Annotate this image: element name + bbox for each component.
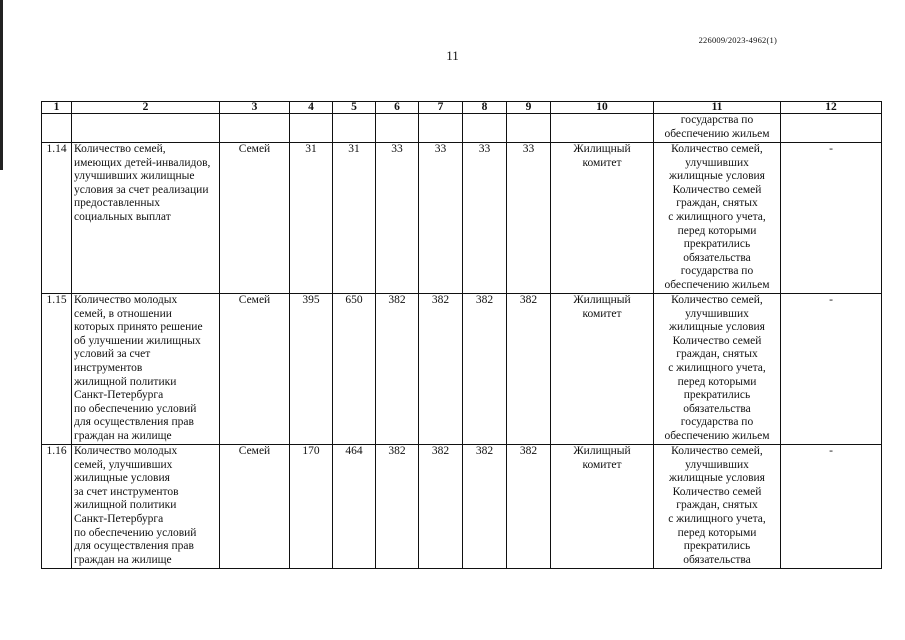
document-number: 226009/2023-4962(1) [698,35,777,45]
header-cell: 3 [220,102,290,114]
unit-cell: Семей [220,445,290,569]
header-cell: 8 [463,102,507,114]
header-cell: 7 [419,102,463,114]
indicator-cell: Количество семей, улучшивших жилищные условия Количество семей граждан, снятых с жилищного учета, перед которыми прекратились обязательства государства по обеспечению жильем [654,143,781,294]
value-cell: 382 [376,294,419,445]
table-row [42,445,882,569]
header-cell: 4 [290,102,333,114]
value-cell: 382 [507,445,551,569]
value-cell: 33 [376,143,419,294]
table-row [42,143,882,294]
indicator-cell: государства по обеспечению жильем [654,114,781,143]
unit-cell: Семей [220,294,290,445]
header-cell: 10 [551,102,654,114]
value-cell: 382 [419,445,463,569]
row-number: 1.15 [42,294,72,445]
scan-margin-bar [0,0,3,170]
unit-cell: Семей [220,143,290,294]
value-cell: 33 [507,143,551,294]
header-cell: 11 [654,102,781,114]
indicator-cell: Количество семей, улучшивших жилищные условия Количество семей граждан, снятых с жилищного учета, перед которыми прекратились обязательства [654,445,781,569]
table-row-continuation [42,114,882,143]
header-cell: 1 [42,102,72,114]
indicator-name: Количество семей, имеющих детей-инвалидов, улучшивших жилищные условия за счет реализации предоставленных социальных выплат [72,143,220,294]
executor-cell: Жилищный комитет [551,294,654,445]
value-cell: 382 [463,445,507,569]
value-cell: 464 [333,445,376,569]
header-cell: 5 [333,102,376,114]
value-cell: 382 [507,294,551,445]
note-cell: - [781,445,882,569]
value-cell: 31 [290,143,333,294]
row-number: 1.14 [42,143,72,294]
value-cell: 31 [333,143,376,294]
table-header-row [42,102,882,114]
value-cell: 382 [419,294,463,445]
executor-cell: Жилищный комитет [551,143,654,294]
indicator-name: Количество молодых семей, улучшивших жилищные условия за счет инструментов жилищной политики Санкт-Петербурга по обеспечению условий для осуществления прав граждан на жилище [72,445,220,569]
indicators-table [41,101,882,569]
value-cell: 33 [463,143,507,294]
table-row [42,294,882,445]
executor-cell: Жилищный комитет [551,445,654,569]
indicator-name: Количество молодых семей, в отношении которых принято решение об улучшении жилищных условий за счет инструментов жилищной политики Санкт-Петербурга по обеспечению условий для осуществления прав граждан на жилище [72,294,220,445]
value-cell: 33 [419,143,463,294]
value-cell: 170 [290,445,333,569]
header-cell: 12 [781,102,882,114]
header-cell: 6 [376,102,419,114]
value-cell: 395 [290,294,333,445]
note-cell: - [781,294,882,445]
header-cell: 9 [507,102,551,114]
note-cell: - [781,143,882,294]
page-number: 11 [446,48,459,63]
row-number: 1.16 [42,445,72,569]
indicator-cell: Количество семей, улучшивших жилищные условия Количество семей граждан, снятых с жилищного учета, перед которыми прекратились обязательства государства по обеспечению жильем [654,294,781,445]
header-cell: 2 [72,102,220,114]
value-cell: 382 [463,294,507,445]
value-cell: 650 [333,294,376,445]
value-cell: 382 [376,445,419,569]
